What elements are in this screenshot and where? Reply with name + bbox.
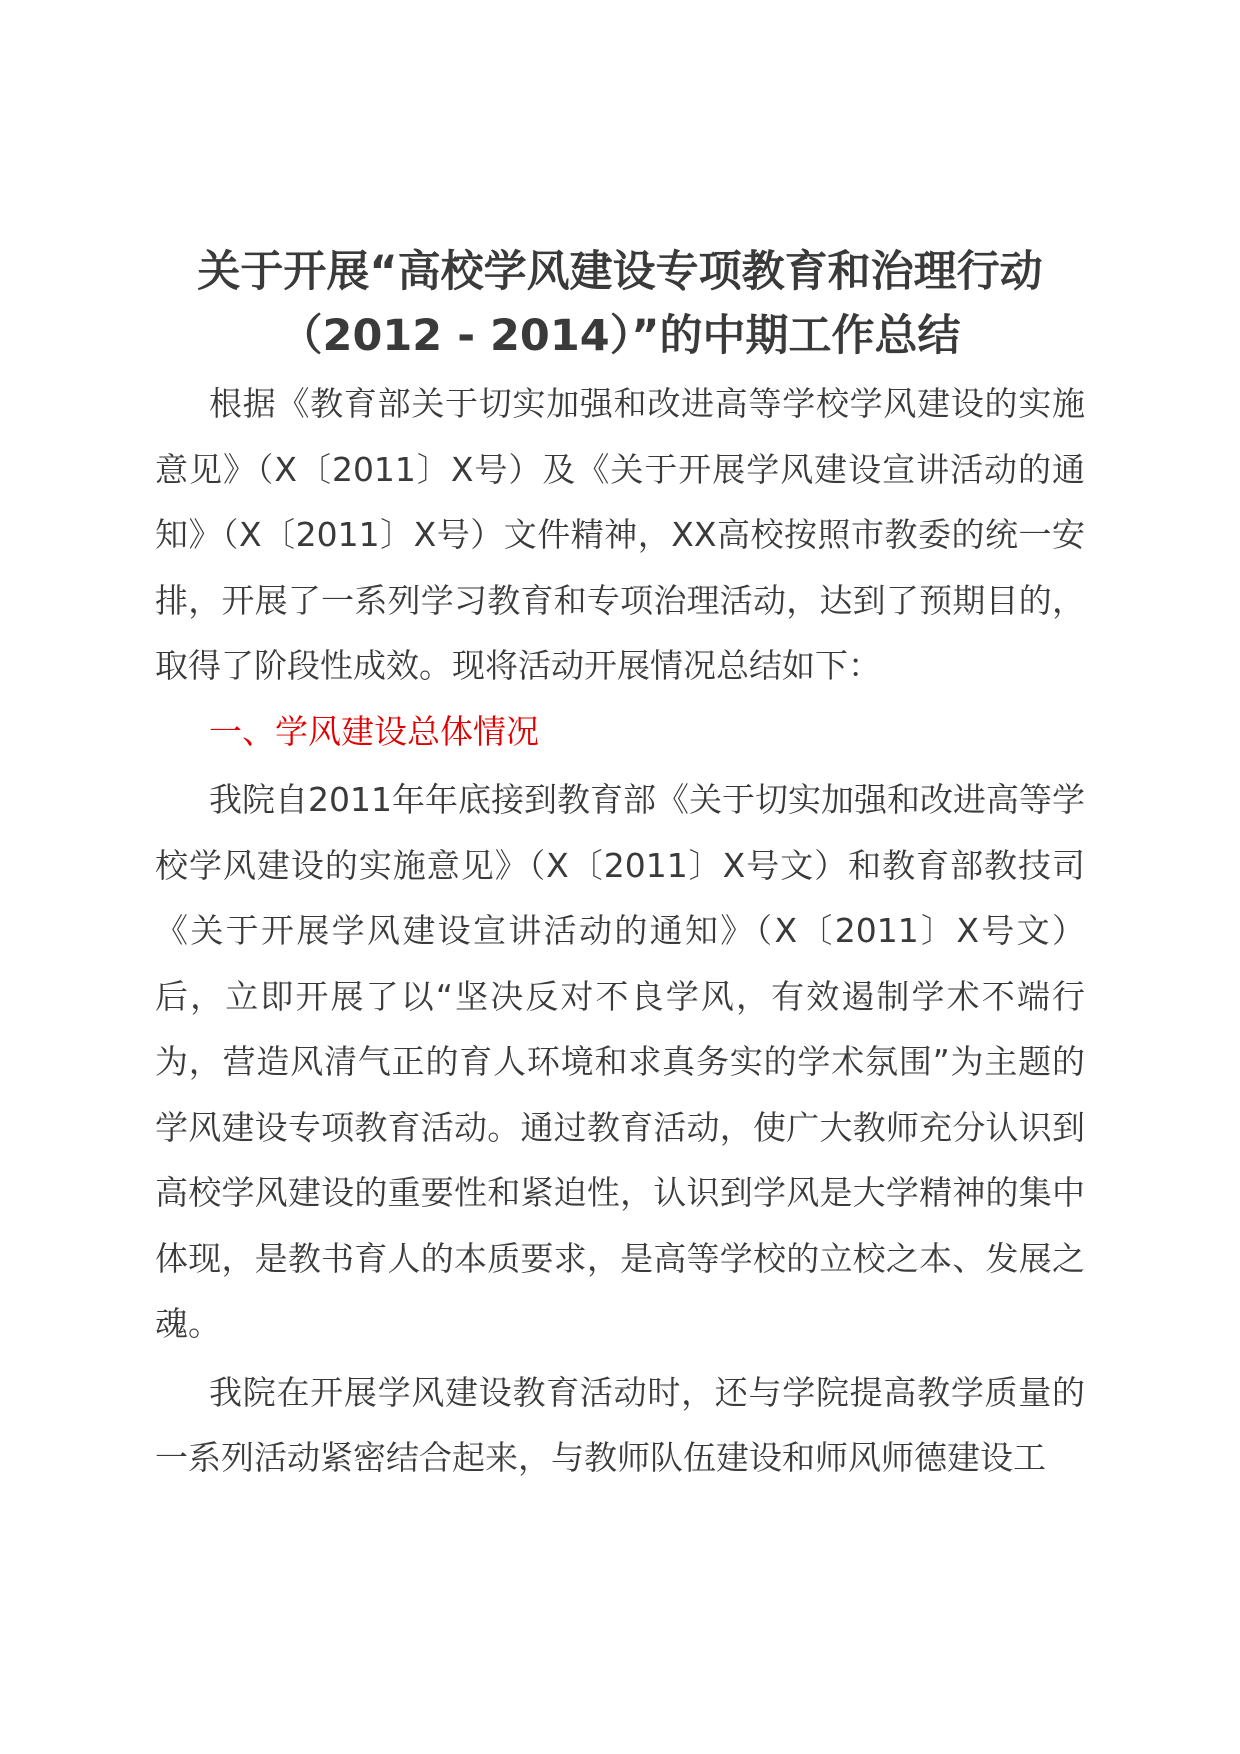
title-line-2: （2012 - 2014）”的中期工作总结 xyxy=(279,311,961,361)
document-title xyxy=(155,240,1085,368)
document-body xyxy=(155,240,1085,1491)
body-paragraph: 我院自2011年年底接到教育部《关于切实加强和改进高等学校学风建设的实施意见》（X〔2011〕X号文）和教育部教技司《关于开展学风建设宣讲活动的通知》（X〔2011〕X号文）后，立即开展了以“坚决反对不良学风，有效遏制学术不端行为，营造风清气正的育人环境和求真务实的学术氛围”为主题的学风建设专项教育活动。通过教育活动，使广大教师充分认识到高校学风建设的重要性和紧迫性，认识到学风是大学精神的集中体现，是教书育人的本质要求，是高等学校的立校之本、发展之魂。 xyxy=(155,780,1085,1343)
title-line-1: 关于开展“高校学风建设专项教育和治理行动 xyxy=(197,247,1043,297)
body-paragraph: 我院在开展学风建设教育活动时，还与学院提高教学质量的一系列活动紧密结合起来，与教师队伍建设和师风师德建设工 xyxy=(155,1372,1085,1477)
intro-paragraph: 根据《教育部关于切实加强和改进高等学校学风建设的实施意见》（X〔2011〕X号）及《关于开展学风建设宣讲活动的通知》（X〔2011〕X号）文件精神，XX高校按照市教委的统一安排，开展了一系列学习教育和专项治理活动，达到了预期目的，取得了阶段性成效。现将活动开展情况总结如下： xyxy=(155,384,1085,685)
section-heading: 一、学风建设总体情况 xyxy=(209,711,539,751)
